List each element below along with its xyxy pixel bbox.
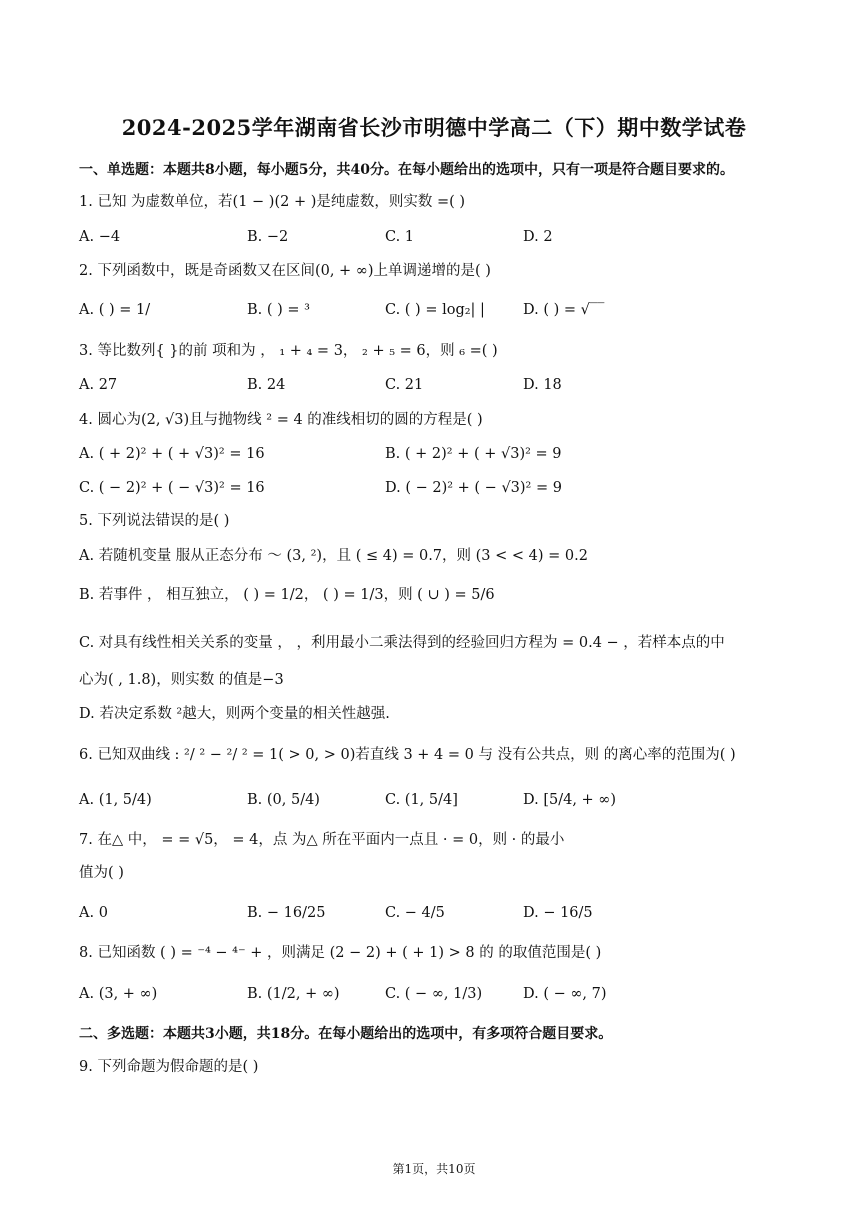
question-8-option-b: B. (1/2, + ∞) [247, 986, 340, 1002]
question-6-option-d: D. [5/4, + ∞) [523, 792, 617, 808]
question-3-stem: 3. 等比数列{ }的前 项和为 ， ₁ + ₄ = 3， ₂ + ₅ = 6，则 ₆ =( ) [79, 343, 498, 359]
exam-title: 2024-2025学年湖南省长沙市明德中学高二（下）期中数学试卷 [121, 115, 747, 140]
question-1-stem: 1. 已知 为虚数单位，若(1 − )(2 + )是纯虚数，则实数 =( ) [79, 194, 466, 210]
question-6-option-b: B. (0, 5/4) [247, 792, 320, 808]
question-9-stem: 9. 下列命题为假命题的是( ) [79, 1059, 259, 1075]
question-1-option-c: C. 1 [385, 229, 415, 245]
question-7-option-c: C. − 4/5 [385, 905, 445, 921]
question-4-option-d: D. ( − 2)² + ( − √3)² = 9 [385, 480, 562, 496]
question-5-option-c-line2: 心为( , 1.8)，则实数 的值是−3 [79, 672, 284, 688]
question-5-option-b: B. 若事件 ， 相互独立， ( ) = 1/2， ( ) = 1/3，则 ( ∪ ) = 5/6 [79, 587, 495, 603]
question-5-option-c-line1: C. 对具有线性相关关系的变量 ， ，利用最小二乘法得到的经验回归方程为 = 0.4 − ，若样本点的中 [79, 635, 725, 651]
question-8-option-c: C. ( − ∞, 1/3) [385, 986, 483, 1002]
question-2-option-b: B. ( ) = ³ [247, 302, 310, 318]
question-7-option-d: D. − 16/5 [523, 905, 593, 921]
question-6-stem: 6. 已知双曲线 : ²/ ² − ²/ ² = 1( > 0, > 0)若直线 3 + 4 = 0 与 没有公共点，则 的离心率的范围为( ) [79, 747, 736, 763]
question-7-option-a: A. 0 [79, 905, 108, 921]
question-5-option-d: D. 若决定系数 ²越大，则两个变量的相关性越强. [79, 706, 390, 722]
question-6-option-c: C. (1, 5/4] [385, 792, 458, 808]
section-multi-choice-heading: 二、多选题：本题共3小题，共18分。在每小题给出的选项中，有多项符合题目要求。 [79, 1026, 613, 1042]
question-1-option-d: D. 2 [523, 229, 553, 245]
question-7-stem-line1: 7. 在△ 中， = = √5， = 4，点 为△ 所在平面内一点且 · = 0，则 · 的最小 [79, 832, 565, 848]
question-8-option-a: A. (3, + ∞) [79, 986, 158, 1002]
question-2-option-c: C. ( ) = log₂| | [385, 302, 485, 318]
question-2-option-d: D. ( ) = √‾‾ [523, 302, 605, 318]
question-3-option-c: C. 21 [385, 377, 424, 393]
question-2-stem: 2. 下列函数中，既是奇函数又在区间(0, + ∞)上单调递增的是( ) [79, 263, 491, 279]
question-7-stem-line2: 值为( ) [79, 865, 124, 881]
question-6-option-a: A. (1, 5/4) [79, 792, 152, 808]
question-4-option-b: B. ( + 2)² + ( + √3)² = 9 [385, 446, 562, 462]
question-3-option-d: D. 18 [523, 377, 562, 393]
section-single-choice-heading: 一、单选题：本题共8小题，每小题5分，共40分。在每小题给出的选项中，只有一项是符合题目要求的。 [79, 162, 734, 178]
question-4-stem: 4. 圆心为(2, √3)且与抛物线 ² = 4 的准线相切的圆的方程是( ) [79, 412, 483, 428]
question-5-stem: 5. 下列说法错误的是( ) [79, 513, 230, 529]
page-footer: 第1页，共10页 [392, 1162, 476, 1176]
question-2-option-a: A. ( ) = 1/ [79, 302, 151, 318]
question-7-option-b: B. − 16/25 [247, 905, 326, 921]
question-5-option-a: A. 若随机变量 服从正态分布 ～ (3, ²)，且 ( ≤ 4) = 0.7，则 (3 < < 4) = 0.2 [79, 548, 588, 564]
question-1-option-a: A. −4 [79, 229, 121, 245]
question-3-option-b: B. 24 [247, 377, 286, 393]
question-3-option-a: A. 27 [79, 377, 118, 393]
question-8-option-d: D. ( − ∞, 7) [523, 986, 607, 1002]
question-4-option-a: A. ( + 2)² + ( + √3)² = 16 [79, 446, 265, 462]
question-4-option-c: C. ( − 2)² + ( − √3)² = 16 [79, 480, 265, 496]
question-8-stem: 8. 已知函数 ( ) = ⁻⁴ − ⁴⁻ + ，则满足 (2 − 2) + ( + 1) > 8 的 的取值范围是( ) [79, 945, 602, 961]
question-1-option-b: B. −2 [247, 229, 289, 245]
